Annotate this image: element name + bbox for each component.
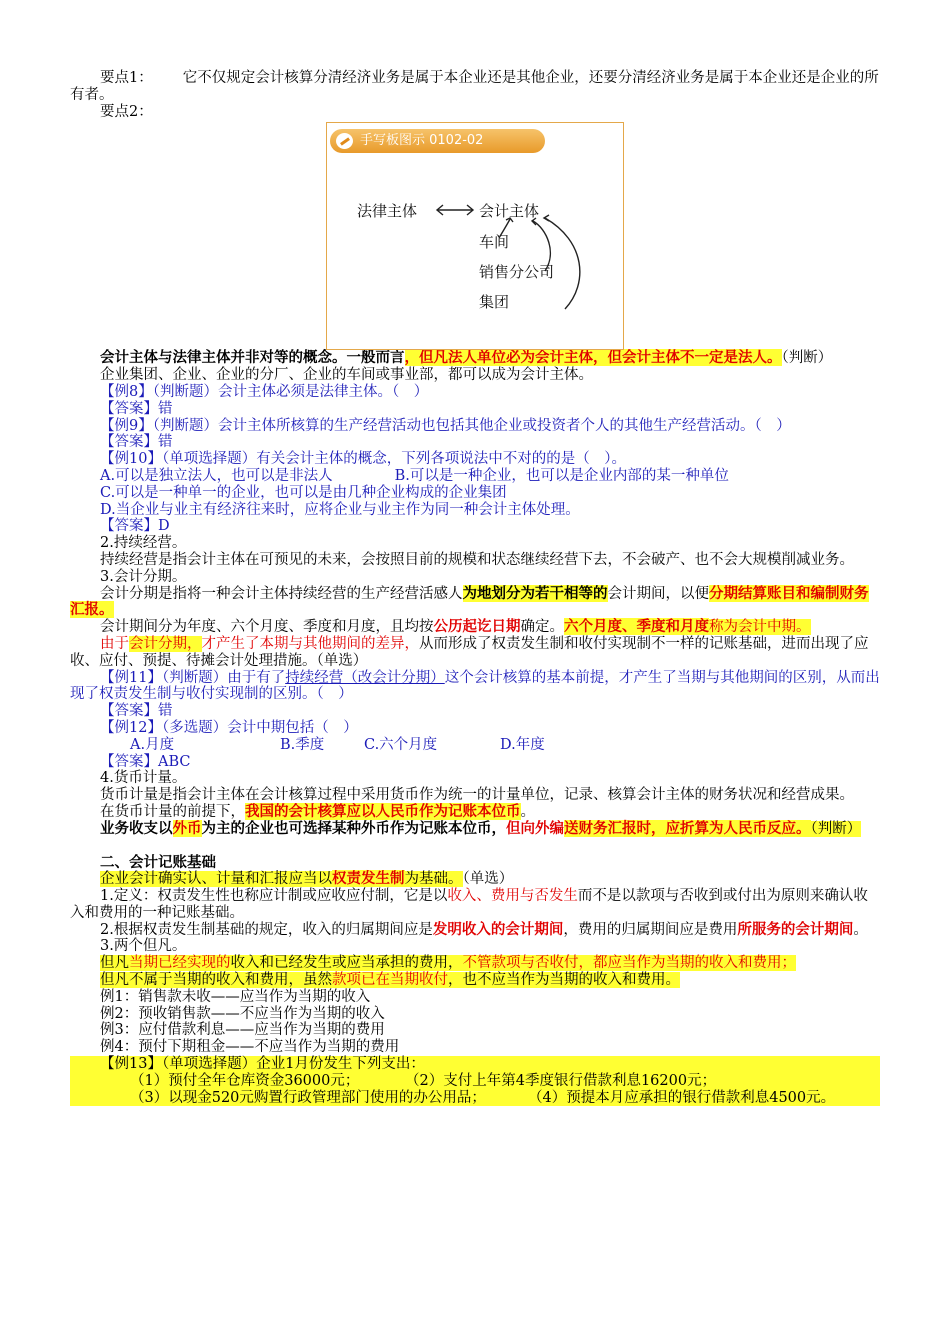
accrual-definition: 1.定义：权责发生性也称应计制或应收应付制，它是以收入、费用与否发生而不是以款项与否收到或付出为原则来确认收入和费用的一种记账基础。 <box>70 888 868 921</box>
currency-heading: 4.货币计量。 <box>100 770 187 787</box>
currency-rmb: 在货币计量的前提下，我国的会计核算应以人民币作为记账本位币。 <box>100 802 535 820</box>
example-10-options-ab: A.可以是独立法人，也可以是非法人 B.可以是一种企业，也可以是企业内部的某一种单位 <box>100 467 729 484</box>
currency-foreign: 业务收支以外币为主的企业也可选择某种外币作为记账本位币，但向外编送财务汇报时，应折算为人民币反应。（判断） <box>100 819 862 837</box>
example-10-answer: 【答案】D <box>100 518 170 535</box>
example-13-items-12: （1）预付全年仓库资金36000元； （2）支付上年第4季度银行借款利息16200元； <box>130 1072 717 1089</box>
figure-title-bar: 手写板图示 0102-02 <box>330 129 545 153</box>
accrual-example-3: 例3：应付借款利息——应当作为当期的费用 <box>100 1022 385 1039</box>
point-2: 要点2： <box>100 103 153 120</box>
handwriting-figure <box>326 122 624 350</box>
principle-2: 但凡不属于当期的收入和费用，虽然款项已在当期收付，也不应当作为当期的收入和费用。 <box>100 972 680 989</box>
accrual-example-1: 例1：销售款未收——应当作为当期的收入 <box>100 988 371 1005</box>
example-12-options: A.月度 B.季度 C.六个月度 D.年度 <box>130 736 545 753</box>
example-11-answer: 【答案】错 <box>100 703 173 720</box>
node-group: 集团 <box>479 293 510 312</box>
period-definition: 会计分期是指将一种会计主体持续经营的生产经营活感人为地划分为若干相等的会计期间，以便分期结算账目和编制财务汇报。 <box>70 584 869 619</box>
section-2-heading: 二、会计记账基础 <box>100 853 216 871</box>
entity-examples: 企业集团、企业、企业的分厂、企业的车间或事业部，都可以成为会计主体。 <box>100 367 593 384</box>
document-page <box>70 70 880 1106</box>
example-8-question: 【例8】（判断题）会计主体必须是法律主体。（ ） <box>100 383 429 400</box>
example-11-question: 【例11】（判断题）由于有了持续经营（改会计分期）这个会计核算的基本前提，才产生了当期与其他期间的区别，从而出现了权责发生制与收付实现制的区别。（ ） <box>70 669 880 703</box>
example-12-question: 【例12】（多选题）会计中期包括（ ） <box>100 719 358 736</box>
spacer <box>70 838 880 855</box>
example-10-option-d: D.当企业与业主有经济往来时，应将企业与业主作为同一种会计主体处理。 <box>100 501 580 518</box>
period-types: 会计期间分为年度、六个月度、季度和月度，且均按公历起讫日期确定。六个月度、季度和月度称为会计中期。 <box>100 618 811 636</box>
node-legal-entity: 法律主体 <box>357 202 418 221</box>
example-9-answer: 【答案】错 <box>100 434 173 451</box>
example-8-answer: 【答案】错 <box>100 400 173 417</box>
principle-1: 但凡当期已经实现的收入和已经发生或应当承担的费用，不管款项与否收付，都应当作为当期的收入和费用； <box>100 955 796 972</box>
example-9-question: 【例9】（判断题）会计主体所核算的生产经营活动也包括其他企业或投资者个人的其他生产经营活动。（ ） <box>100 417 791 434</box>
node-accounting-entity: 会计主体 <box>479 202 540 221</box>
accrual-example-4: 例4：预付下期租金——不应当作为当期的费用 <box>100 1039 400 1056</box>
two-principles-heading: 3.两个但凡。 <box>100 938 187 955</box>
example-10-option-c: C.可以是一种单一的企业，也可以是由几种企业构成的企业集团 <box>100 484 507 501</box>
example-13-items-34: （3）以现金520元购置行政管理部门使用的办公用品； （4）预提本月应承担的银行借款利息4500元。 <box>130 1089 836 1106</box>
node-workshop: 车间 <box>479 233 510 252</box>
point-1: 要点1： 它不仅规定会计核算分清经济业务是属于本企业还是其他企业，还要分清经济业务是属于本企业还是企业的所有者。 <box>70 70 879 103</box>
going-concern-text: 持续经营是指会计主体在可预见的未来，会按照目前的规模和状态继续经营下去，不会破产、也不会大规模削减业务。 <box>100 551 854 568</box>
example-13-question: 【例13】（单项选择题）企业1月份发生下列支出： <box>100 1056 425 1073</box>
accrual-example-2: 例2：预收销售款——不应当作为当期的收入 <box>100 1005 385 1022</box>
entity-statement: 会计主体与法律主体并非对等的概念。一般而言，但凡法人单位必为会计主体，但会计主体不一定是法人。（判断） <box>100 349 833 367</box>
node-sales-branch: 销售分公司 <box>479 263 555 282</box>
currency-definition: 货币计量是指会计主体在会计核算过程中采用货币作为统一的计量单位，记录、核算会计主体的财务状况和经营成果。 <box>100 787 854 804</box>
accrual-basis: 企业会计确实认、计量和汇报应当以权责发生制为基础。（单选） <box>100 870 514 888</box>
going-concern-heading: 2.持续经营。 <box>100 535 187 552</box>
example-12-answer: 【答案】ABC <box>100 753 191 770</box>
period-heading: 3.会计分期。 <box>100 568 187 585</box>
period-consequence: 由于会计分期，才产生了本期与其他期间的差异，从而形成了权责发生制和收付实现制不一样的记账基础，进而出现了应收、应付、预提、待摊会计处理措施。（单选） <box>70 635 869 669</box>
example-13-block <box>70 1056 880 1106</box>
figure-arrows <box>327 123 623 349</box>
accrual-rule: 2.根据权责发生制基础的规定，收入的归属期间应是发明收入的会计期间，费用的归属期间应是费用所服务的会计期间。 <box>100 920 868 938</box>
example-10-question: 【例10】（单项选择题）有关会计主体的概念，下列各项说法中不对的的是（ ）。 <box>100 451 626 468</box>
